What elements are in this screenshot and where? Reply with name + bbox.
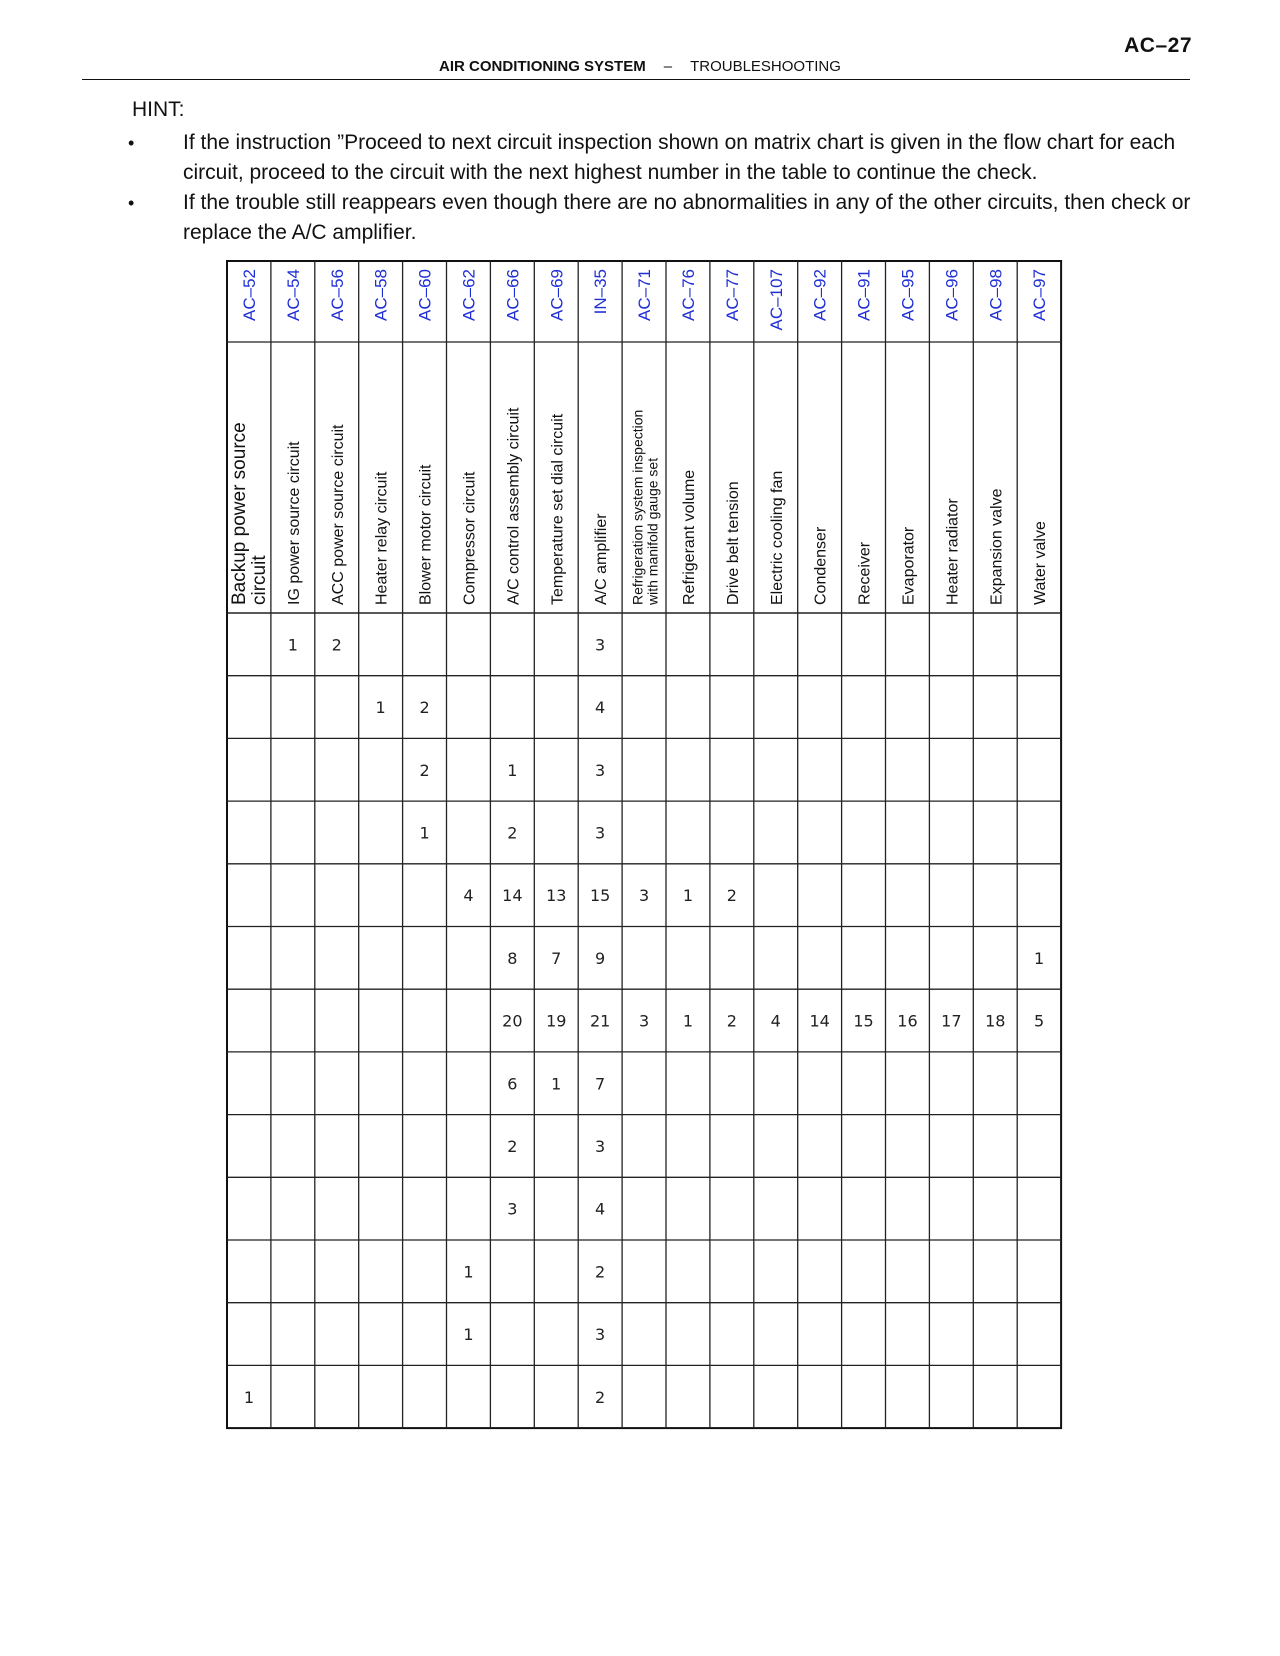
matrix-cell-value: 18 <box>985 1011 1006 1031</box>
column-ref-code: AC–69 <box>547 269 567 321</box>
matrix-cell-value: 1 <box>682 1011 694 1031</box>
column-ref-code: AC–54 <box>283 269 303 321</box>
column-ref-code: AC–97 <box>1030 269 1050 321</box>
column-label: Drive belt tension <box>724 481 742 605</box>
column-ref-code: IN–35 <box>591 269 611 315</box>
column-ref-code: AC–60 <box>415 269 435 321</box>
column-ref-code: AC–62 <box>459 269 479 321</box>
matrix-cell-value: 1 <box>1034 948 1045 968</box>
matrix-cell-value: 16 <box>897 1011 918 1031</box>
column-label: Expansion valve <box>988 488 1006 605</box>
column-label: Compressor circuit <box>461 471 479 605</box>
column-label: Blower motor circuit <box>417 464 435 605</box>
matrix-cell-value: 1 <box>551 1074 562 1094</box>
matrix-cell-value: 1 <box>507 760 518 780</box>
hint-bullet-text: If the trouble still reappears even though there are no abnormalities in any of the other circuits, then check or replace the A/C amplifier. <box>183 191 1191 244</box>
matrix-cell-value: 2 <box>726 1011 737 1031</box>
column-ref-code: AC–92 <box>810 269 830 321</box>
column-label: with manifold gauge set <box>644 457 661 605</box>
column-ref-code: AC–66 <box>503 269 523 321</box>
matrix-cell-value: 2 <box>419 760 430 780</box>
matrix-cell-value: 2 <box>419 698 430 718</box>
column-label: Refrigeration system inspection <box>629 409 646 605</box>
matrix-cell-value: 3 <box>507 1199 518 1219</box>
matrix-cell-value: 4 <box>463 886 474 906</box>
matrix-cell-value: 1 <box>243 1387 255 1407</box>
matrix-cell-value: 2 <box>507 1136 518 1156</box>
column-label: circuit <box>248 555 270 605</box>
column-ref-code: AC–52 <box>239 269 259 321</box>
matrix-cell-value: 2 <box>726 886 737 906</box>
matrix-cell-value: 3 <box>638 1011 650 1031</box>
matrix-cell-value: 5 <box>1034 1011 1045 1031</box>
page-number: AC–27 <box>1124 34 1192 57</box>
matrix-cell-value: 2 <box>507 823 518 843</box>
column-ref-code: AC–95 <box>898 269 918 321</box>
matrix-cell-value: 1 <box>682 886 694 906</box>
column-label: Refrigerant volume <box>680 469 698 605</box>
column-ref-code: AC–71 <box>635 269 655 321</box>
column-label: Evaporator <box>900 526 918 605</box>
matrix-cell-value: 1 <box>375 698 386 718</box>
matrix-cell-value: 2 <box>595 1262 606 1282</box>
matrix-cell-value: 15 <box>589 886 611 906</box>
matrix-cell-value: 14 <box>502 886 523 906</box>
matrix-cell-value: 3 <box>595 1325 606 1345</box>
matrix-cell-value: 1 <box>419 823 430 843</box>
column-ref-code: AC–98 <box>986 269 1006 321</box>
matrix-cell-value: 1 <box>287 635 298 655</box>
column-ref-code: AC–91 <box>854 269 874 321</box>
column-label: A/C control assembly circuit <box>505 407 523 605</box>
matrix-cell-value: 4 <box>595 1199 606 1219</box>
matrix-cell-value: 1 <box>463 1325 474 1345</box>
matrix-cell-value: 9 <box>595 948 606 968</box>
matrix-cell-value: 13 <box>546 886 567 906</box>
matrix-cell-value: 19 <box>546 1011 567 1031</box>
matrix-cell-value: 2 <box>595 1387 606 1407</box>
column-ref-code: AC–77 <box>722 269 742 321</box>
matrix-cell-value: 1 <box>463 1262 474 1282</box>
column-label: Heater radiator <box>944 498 962 605</box>
matrix-cell-value: 8 <box>507 948 518 968</box>
bullet-glyph: • <box>128 133 135 153</box>
column-label: Water valve <box>1032 521 1050 605</box>
bullet-glyph: • <box>128 193 135 213</box>
column-label: Electric cooling fan <box>768 470 786 605</box>
hint-title: HINT: <box>132 98 185 121</box>
header-separator: – <box>663 58 673 75</box>
section-title: AIR CONDITIONING SYSTEM <box>439 58 646 75</box>
matrix-cell-value: 3 <box>595 635 606 655</box>
matrix-cell-value: 4 <box>770 1011 781 1031</box>
column-label: Condenser <box>812 526 830 605</box>
matrix-cell-value: 6 <box>507 1074 518 1094</box>
column-label: Receiver <box>856 541 874 605</box>
column-label: ACC power source circuit <box>329 424 347 605</box>
matrix-cell-value: 3 <box>595 823 606 843</box>
matrix-cell-value: 15 <box>853 1011 874 1031</box>
matrix-cell-value: 3 <box>595 760 606 780</box>
matrix-cell-value: 3 <box>595 1136 606 1156</box>
column-ref-code: AC–107 <box>766 269 786 331</box>
matrix-cell-value: 14 <box>809 1011 830 1031</box>
matrix-cell-value: 20 <box>502 1011 523 1031</box>
column-label: A/C amplifier <box>593 513 611 605</box>
matrix-cell-value: 7 <box>551 948 562 968</box>
matrix-cell-value: 4 <box>595 698 606 718</box>
matrix-cell-value: 3 <box>638 886 650 906</box>
column-ref-code: AC–96 <box>942 269 962 321</box>
column-label: Heater relay circuit <box>373 471 391 605</box>
subsection-title: TROUBLESHOOTING <box>690 58 841 75</box>
matrix-cell-value: 7 <box>595 1074 606 1094</box>
hint-bullet-text: If the instruction ”Proceed to next circuit inspection shown on matrix chart is given in the flow chart for each circuit, proceed to the circuit with the next highest number in the table to continue the check. <box>183 131 1176 184</box>
matrix-cell-value: 2 <box>331 635 342 655</box>
column-label: Temperature set dial circuit <box>549 413 567 605</box>
column-ref-code: AC–58 <box>371 269 391 321</box>
column-label: IG power source circuit <box>285 441 303 605</box>
matrix-cell-value: 17 <box>941 1011 962 1031</box>
matrix-cell-value: 21 <box>589 1011 611 1031</box>
column-ref-code: AC–56 <box>327 269 347 321</box>
column-label: Backup power source <box>228 422 250 605</box>
column-ref-code: AC–76 <box>678 269 698 321</box>
